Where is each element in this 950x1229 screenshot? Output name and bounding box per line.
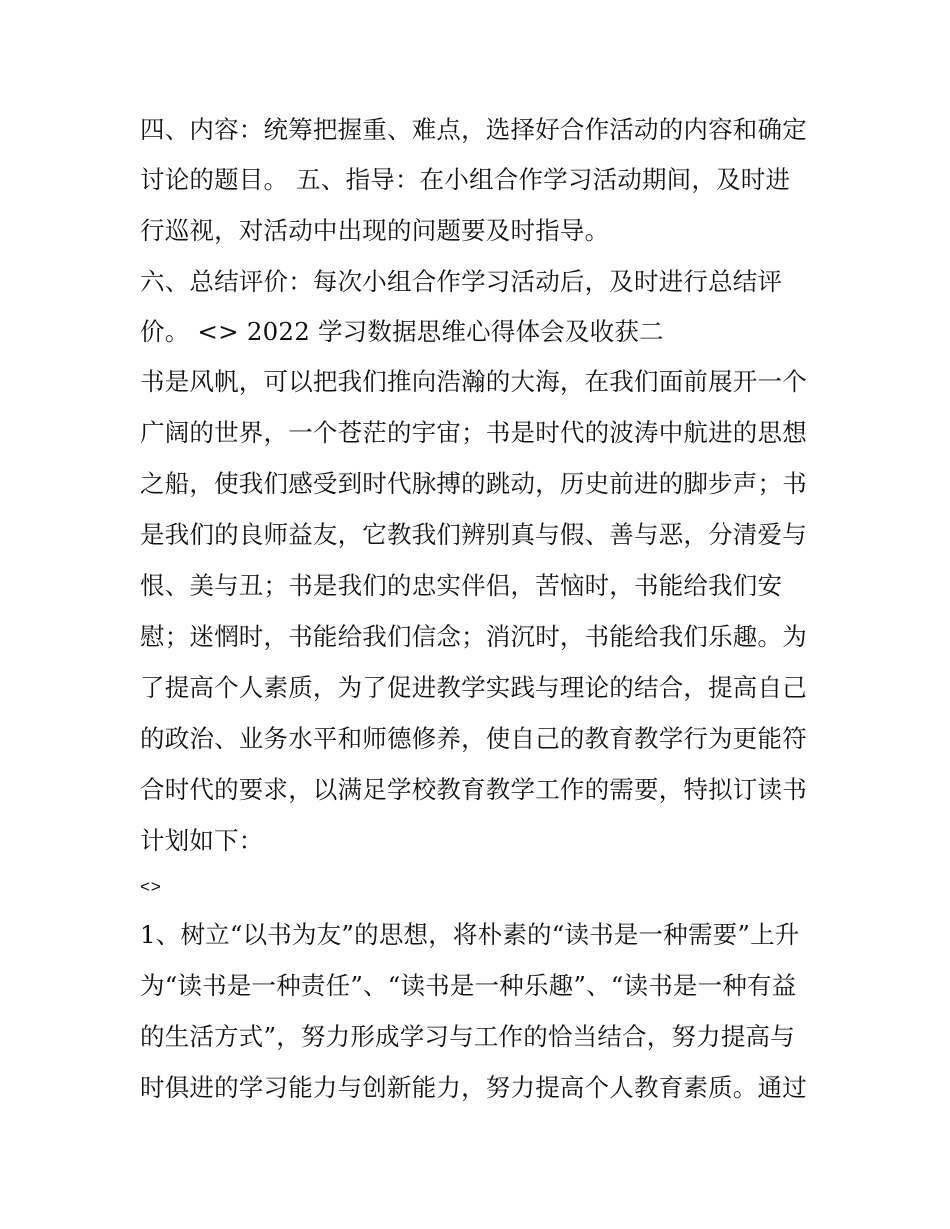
text-line: 之船，使我们感受到时代脉搏的跳动，历史前进的脚步声；书 bbox=[140, 469, 807, 498]
text-line: 书是风帆，可以把我们推向浩瀚的大海，在我们面前展开一个 bbox=[140, 367, 807, 396]
text-line: 1、树立“以书为友”的思想，将朴素的“读书是一种需要”上升 bbox=[140, 920, 800, 949]
text-line: 恨、美与丑；书是我们的忠实伴侣，苦恼时，书能给我们安 bbox=[140, 571, 783, 600]
text-line: 讨论的题目。 五、指导：在小组合作学习活动期间，及时进 bbox=[140, 165, 791, 194]
text-line: 了提高个人素质，为了促进教学实践与理论的结合，提高自己 bbox=[140, 673, 807, 702]
text-line: 是我们的良师益友，它教我们辨别真与假、善与恶，分清爱与 bbox=[140, 520, 807, 549]
text-line: 广阔的世界，一个苍茫的宇宙；书是时代的波涛中航进的思想 bbox=[140, 418, 807, 447]
text-line: 行巡视，对活动中出现的问题要及时指导。 bbox=[140, 216, 610, 245]
text-line: 的生活方式”，努力形成学习与工作的恰当结合，努力提高与 bbox=[140, 1022, 795, 1051]
text-line: 为“读书是一种责任”、“读书是一种乐趣”、“读书是一种有益 bbox=[140, 971, 797, 1000]
text-line: 六、总结评价：每次小组合作学习活动后，及时进行总结评 bbox=[140, 267, 783, 296]
text-line: 计划如下： bbox=[140, 826, 264, 855]
text-line: 四、内容：统筹把握重、难点，选择好合作活动的内容和确定 bbox=[140, 115, 807, 144]
placeholder-marker: <> bbox=[140, 877, 162, 896]
text-line: 慰；迷惘时，书能给我们信念；消沉时，书能给我们乐趣。为 bbox=[140, 622, 807, 651]
text-line: 时俱进的学习能力与创新能力，努力提高个人教育素质。通过 bbox=[140, 1073, 807, 1102]
text-line: 的政治、业务水平和师德修养，使自己的教育教学行为更能符 bbox=[140, 724, 807, 753]
text-line: 价。 <> 2022 学习数据思维心得体会及收获二 bbox=[140, 317, 664, 346]
text-line: 合时代的要求，以满足学校教育教学工作的需要，特拟订读书 bbox=[140, 775, 807, 804]
